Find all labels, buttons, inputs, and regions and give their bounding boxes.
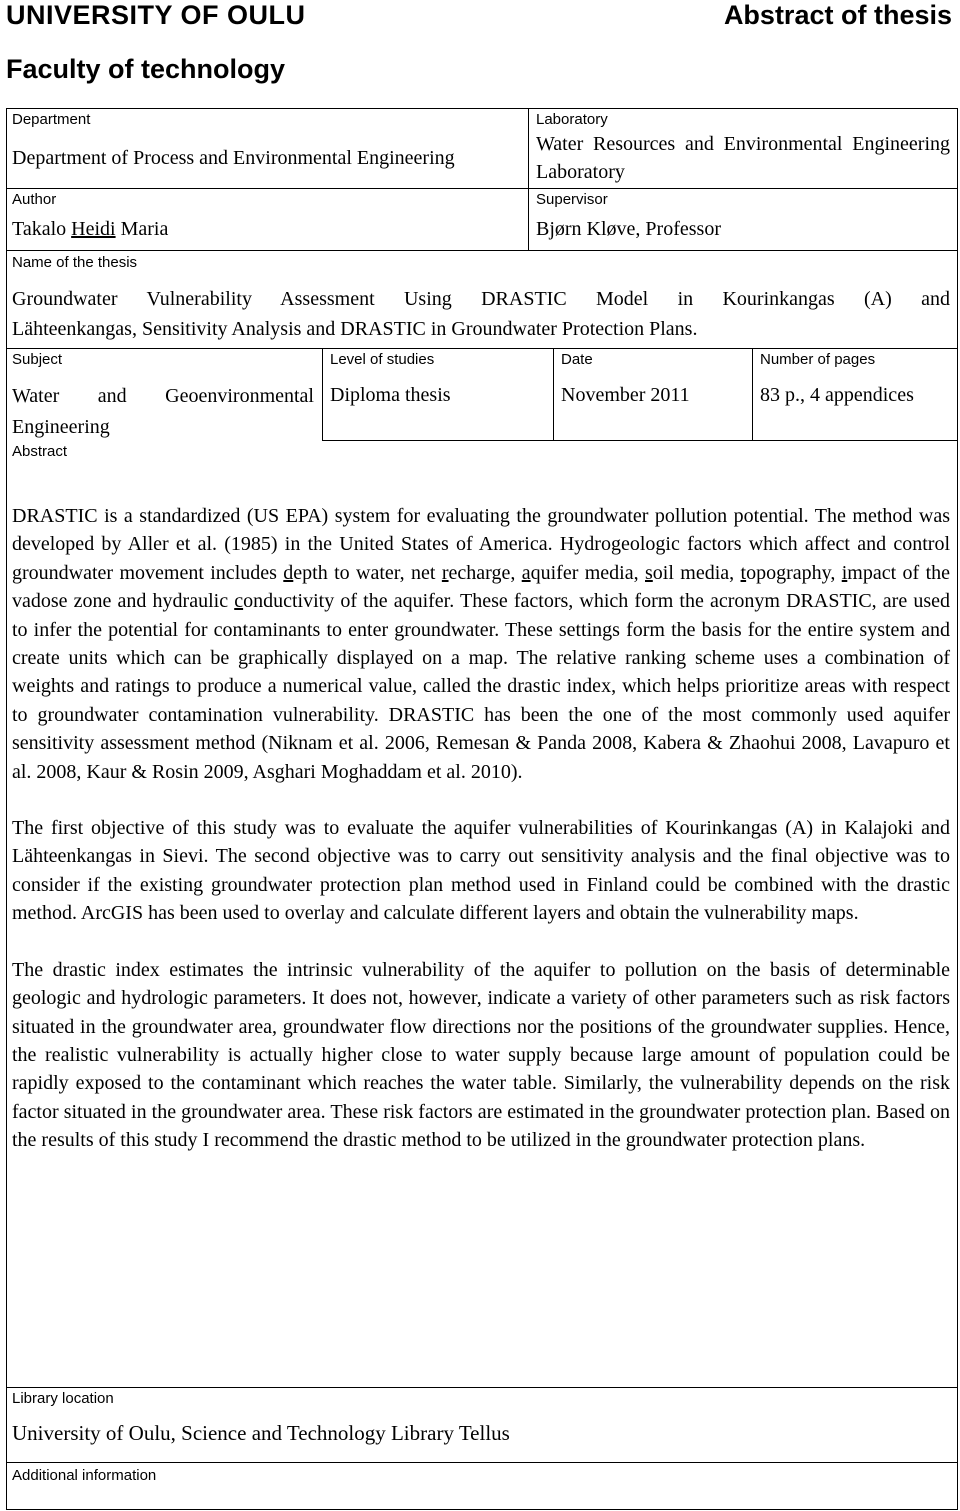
form-right-border [957, 108, 958, 1510]
column-divider-pages [752, 348, 753, 440]
additional-info-label: Additional information [12, 1467, 157, 1484]
form-top-border [6, 108, 958, 109]
date-label: Date [561, 351, 593, 368]
row-divider-subject [6, 348, 958, 349]
form-bottom-border [6, 1509, 958, 1510]
thesis-title-line1: Groundwater Vulnerability Assessment Using DRASTIC Model in Kourinkangas (A) and [12, 288, 950, 310]
row-divider-thesis [6, 250, 958, 251]
abstract-p1-text: onductivity of the aquifer. These factors, which form the acronym DRASTIC, are used to infer the potential for contaminants to enter groundwater. These settings form the basis for the entire system and create units which can be graphically displayed on a map. The relative ranking scheme uses a combination of weights and ratings to produce a numerical value, called the drastic index, which helps prioritize areas with respect to groundwater contamination vulnerability. DRASTIC has been the one of the most commonly used aquifer sensitivity assessment method (Niknam et al. 2006, Remesan & Panda 2008, Kabera & Zhaohui 2008, Lavapuro et al. 2008, Kaur & Rosin 2009, Asghari Moghaddam et al. 2010). [12, 590, 950, 783]
library-label: Library location [12, 1390, 114, 1407]
column-divider-top [528, 108, 529, 250]
abstract-p1-text: DRASTIC is a standardized (US EPA) system for evaluating the groundwater pollution potential. The method was developed by Aller et al. (1985) in the United States of America. Hydrogeologic factors which affect and control groundwater movement includes [12, 505, 950, 584]
acronym-letter-a: a [521, 561, 531, 584]
acronym-letter-c: c [234, 590, 244, 613]
level-label: Level of studies [330, 351, 435, 368]
abstract-p1-text: opography, [746, 561, 842, 584]
pages-value: 83 p., 4 appendices [760, 384, 914, 406]
author-label: Author [12, 191, 57, 208]
abstract-paragraph-2: The first objective of this study was to evaluate the aquifer vulnerabilities of Kourinkangas (A) in Kalajoki and Lähteenkangas in Sievi. The second objective was to carry out sensitivity analysis and the final objective was to consider if the existing groundwater protection plan method used in Finland could be combined with the drastic method. ArcGIS has been used to overlay and calculate different layers and obtain the vulnerability maps. [12, 817, 950, 925]
level-value: Diploma thesis [330, 384, 451, 406]
abstract-p1-text: oil media, [652, 561, 741, 584]
department-value: Department of Process and Environmental Engineering [12, 147, 455, 169]
column-divider-date [553, 348, 554, 440]
row-divider-additional [6, 1462, 958, 1463]
abstract-p1-text: quifer media, [530, 561, 645, 584]
abstract-label: Abstract [12, 443, 68, 460]
faculty-name: Faculty of technology [6, 54, 286, 84]
column-divider-level [322, 348, 323, 440]
acronym-letter-r: r [441, 561, 449, 584]
row-divider-author [6, 188, 958, 189]
acronym-letter-t: t [740, 561, 747, 584]
abstract-body [12, 502, 950, 1183]
laboratory-value: Water Resources and Environmental Engineering Laboratory [536, 133, 950, 183]
thesis-name-label: Name of the thesis [12, 254, 138, 271]
thesis-title [12, 284, 950, 344]
subject-value: Water and Geoenvironmental Engineering [12, 385, 314, 438]
university-name: UNIVERSITY OF OULU [6, 0, 306, 30]
supervisor-label: Supervisor [536, 191, 608, 208]
form-left-border [6, 108, 7, 1510]
acronym-letter-i: i [841, 561, 848, 584]
document-type: Abstract of thesis [723, 0, 952, 30]
subject-label: Subject [12, 351, 63, 368]
abstract-paragraph-3: The drastic index estimates the intrinsic vulnerability of the aquifer to pollution on the basis of determinable geologic and hydrologic parameters. It does not, however, indicate a variety of other parameters such as risk factors situated in the groundwater area, groundwater flow directions nor the positions of the groundwater supplies. Hence, the realistic vulnerability is actually higher close to water supply because large amount of population could be rapidly exposed to the contaminant which reaches the water table. Similarly, the vulnerability depends on the risk factor situated in the groundwater area. These risk factors are estimated in the groundwater protection plan. Based on the results of this study I recommend the drastic method to be utilized in the groundwater protection plans. [12, 958, 950, 1152]
acronym-letter-s: s [645, 561, 653, 584]
thesis-title-line2: Lähteenkangas, Sensitivity Analysis and DRASTIC in Groundwater Protection Plans. [12, 318, 698, 340]
row-divider-abstract [322, 440, 958, 441]
department-label: Department [12, 111, 91, 128]
abstract-p1-text: epth to water, net [293, 561, 442, 584]
author-name-underlined: Heidi [71, 218, 116, 240]
abstract-p1-text: echarge, [448, 561, 522, 584]
date-value: November 2011 [561, 384, 690, 406]
laboratory-label: Laboratory [536, 111, 608, 128]
pages-label: Number of pages [760, 351, 876, 368]
author-name-end: Maria [115, 218, 169, 240]
row-divider-library [6, 1387, 958, 1388]
library-value: University of Oulu, Science and Technology Library Tellus [12, 1421, 510, 1445]
author-name-start: Takalo [12, 218, 72, 240]
acronym-letter-d: d [283, 561, 294, 584]
author-value [12, 215, 168, 243]
supervisor-value: Bjørn Kløve, Professor [536, 218, 721, 240]
abstract-p1-text: mpact of the vadose zone and hydraulic [12, 561, 951, 613]
abstract-paragraph-1 [12, 502, 950, 786]
